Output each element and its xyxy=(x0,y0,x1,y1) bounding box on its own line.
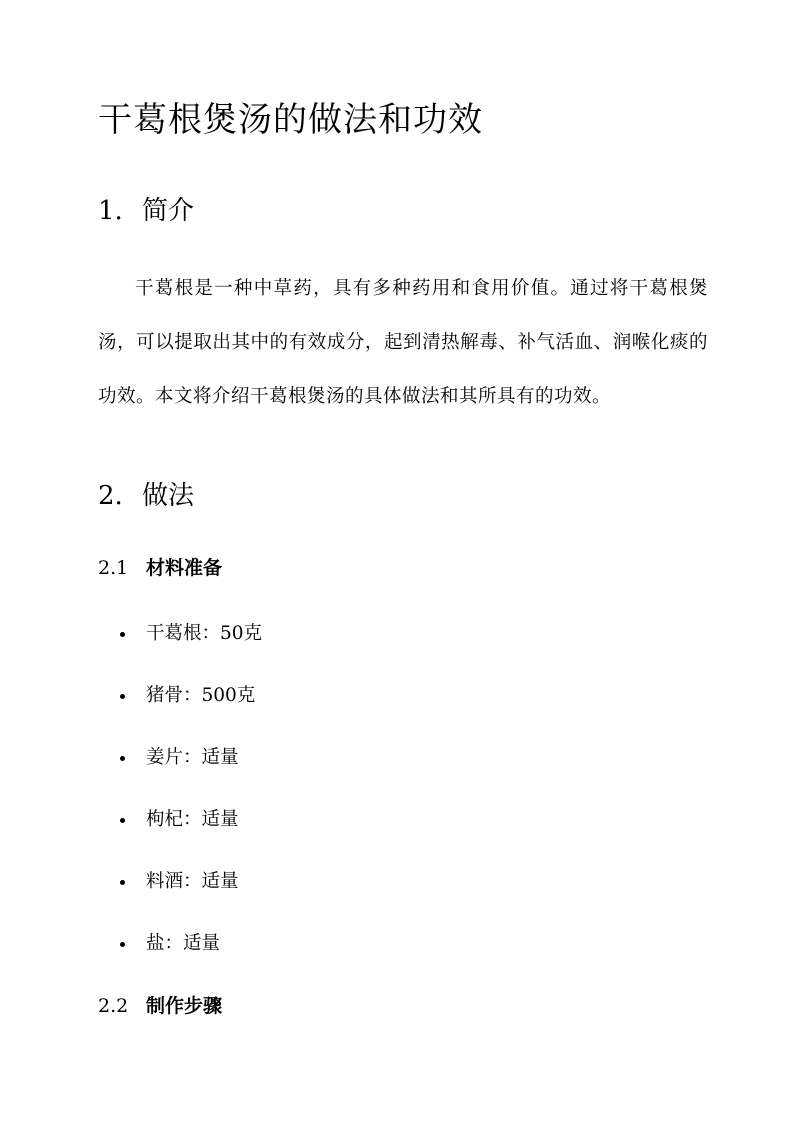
subsection-number: 2.1 xyxy=(98,557,129,579)
section-heading-method xyxy=(98,478,194,514)
list-item-text: 枸杞：适量 xyxy=(146,809,239,830)
list-item-text: 姜片：适量 xyxy=(146,747,239,768)
intro-paragraph: 干葛根是一种中草药，具有多种药用和食用价值。通过将干葛根煲汤，可以提取出其中的有效成分，起到清热解毒、补气活血、润喉化痰的功效。本文将介绍干葛根煲汤的具体做法和其所具有的功效。 xyxy=(98,278,708,407)
subsection-number: 2.2 xyxy=(98,995,129,1017)
list-item xyxy=(98,740,262,802)
list-item-text: 干葛根：50克 xyxy=(146,623,263,644)
subsection-heading-steps xyxy=(98,992,222,1020)
subsection-heading-materials xyxy=(98,554,222,582)
section-title: 简介 xyxy=(142,196,195,226)
subsection-title: 制作步骤 xyxy=(146,995,223,1017)
materials-list xyxy=(98,616,262,988)
bullet-icon xyxy=(120,632,125,637)
list-item xyxy=(98,926,262,988)
list-item xyxy=(98,678,262,740)
section-number: 2. xyxy=(98,481,123,511)
bullet-icon xyxy=(120,756,125,761)
bullet-icon xyxy=(120,942,125,947)
section-title: 做法 xyxy=(142,481,195,511)
section-heading-intro xyxy=(98,193,194,229)
bullet-icon xyxy=(120,694,125,699)
list-item-text: 盐：适量 xyxy=(146,933,221,954)
list-item xyxy=(98,616,262,678)
document-title: 干葛根煲汤的做法和功效 xyxy=(98,100,483,140)
subsection-title: 材料准备 xyxy=(146,557,223,579)
list-item xyxy=(98,802,262,864)
bullet-icon xyxy=(120,880,125,885)
section-number: 1. xyxy=(98,196,123,226)
list-item xyxy=(98,864,262,926)
list-item-text: 猪骨：500克 xyxy=(146,685,256,706)
bullet-icon xyxy=(120,818,125,823)
list-item-text: 料酒：适量 xyxy=(146,871,239,892)
